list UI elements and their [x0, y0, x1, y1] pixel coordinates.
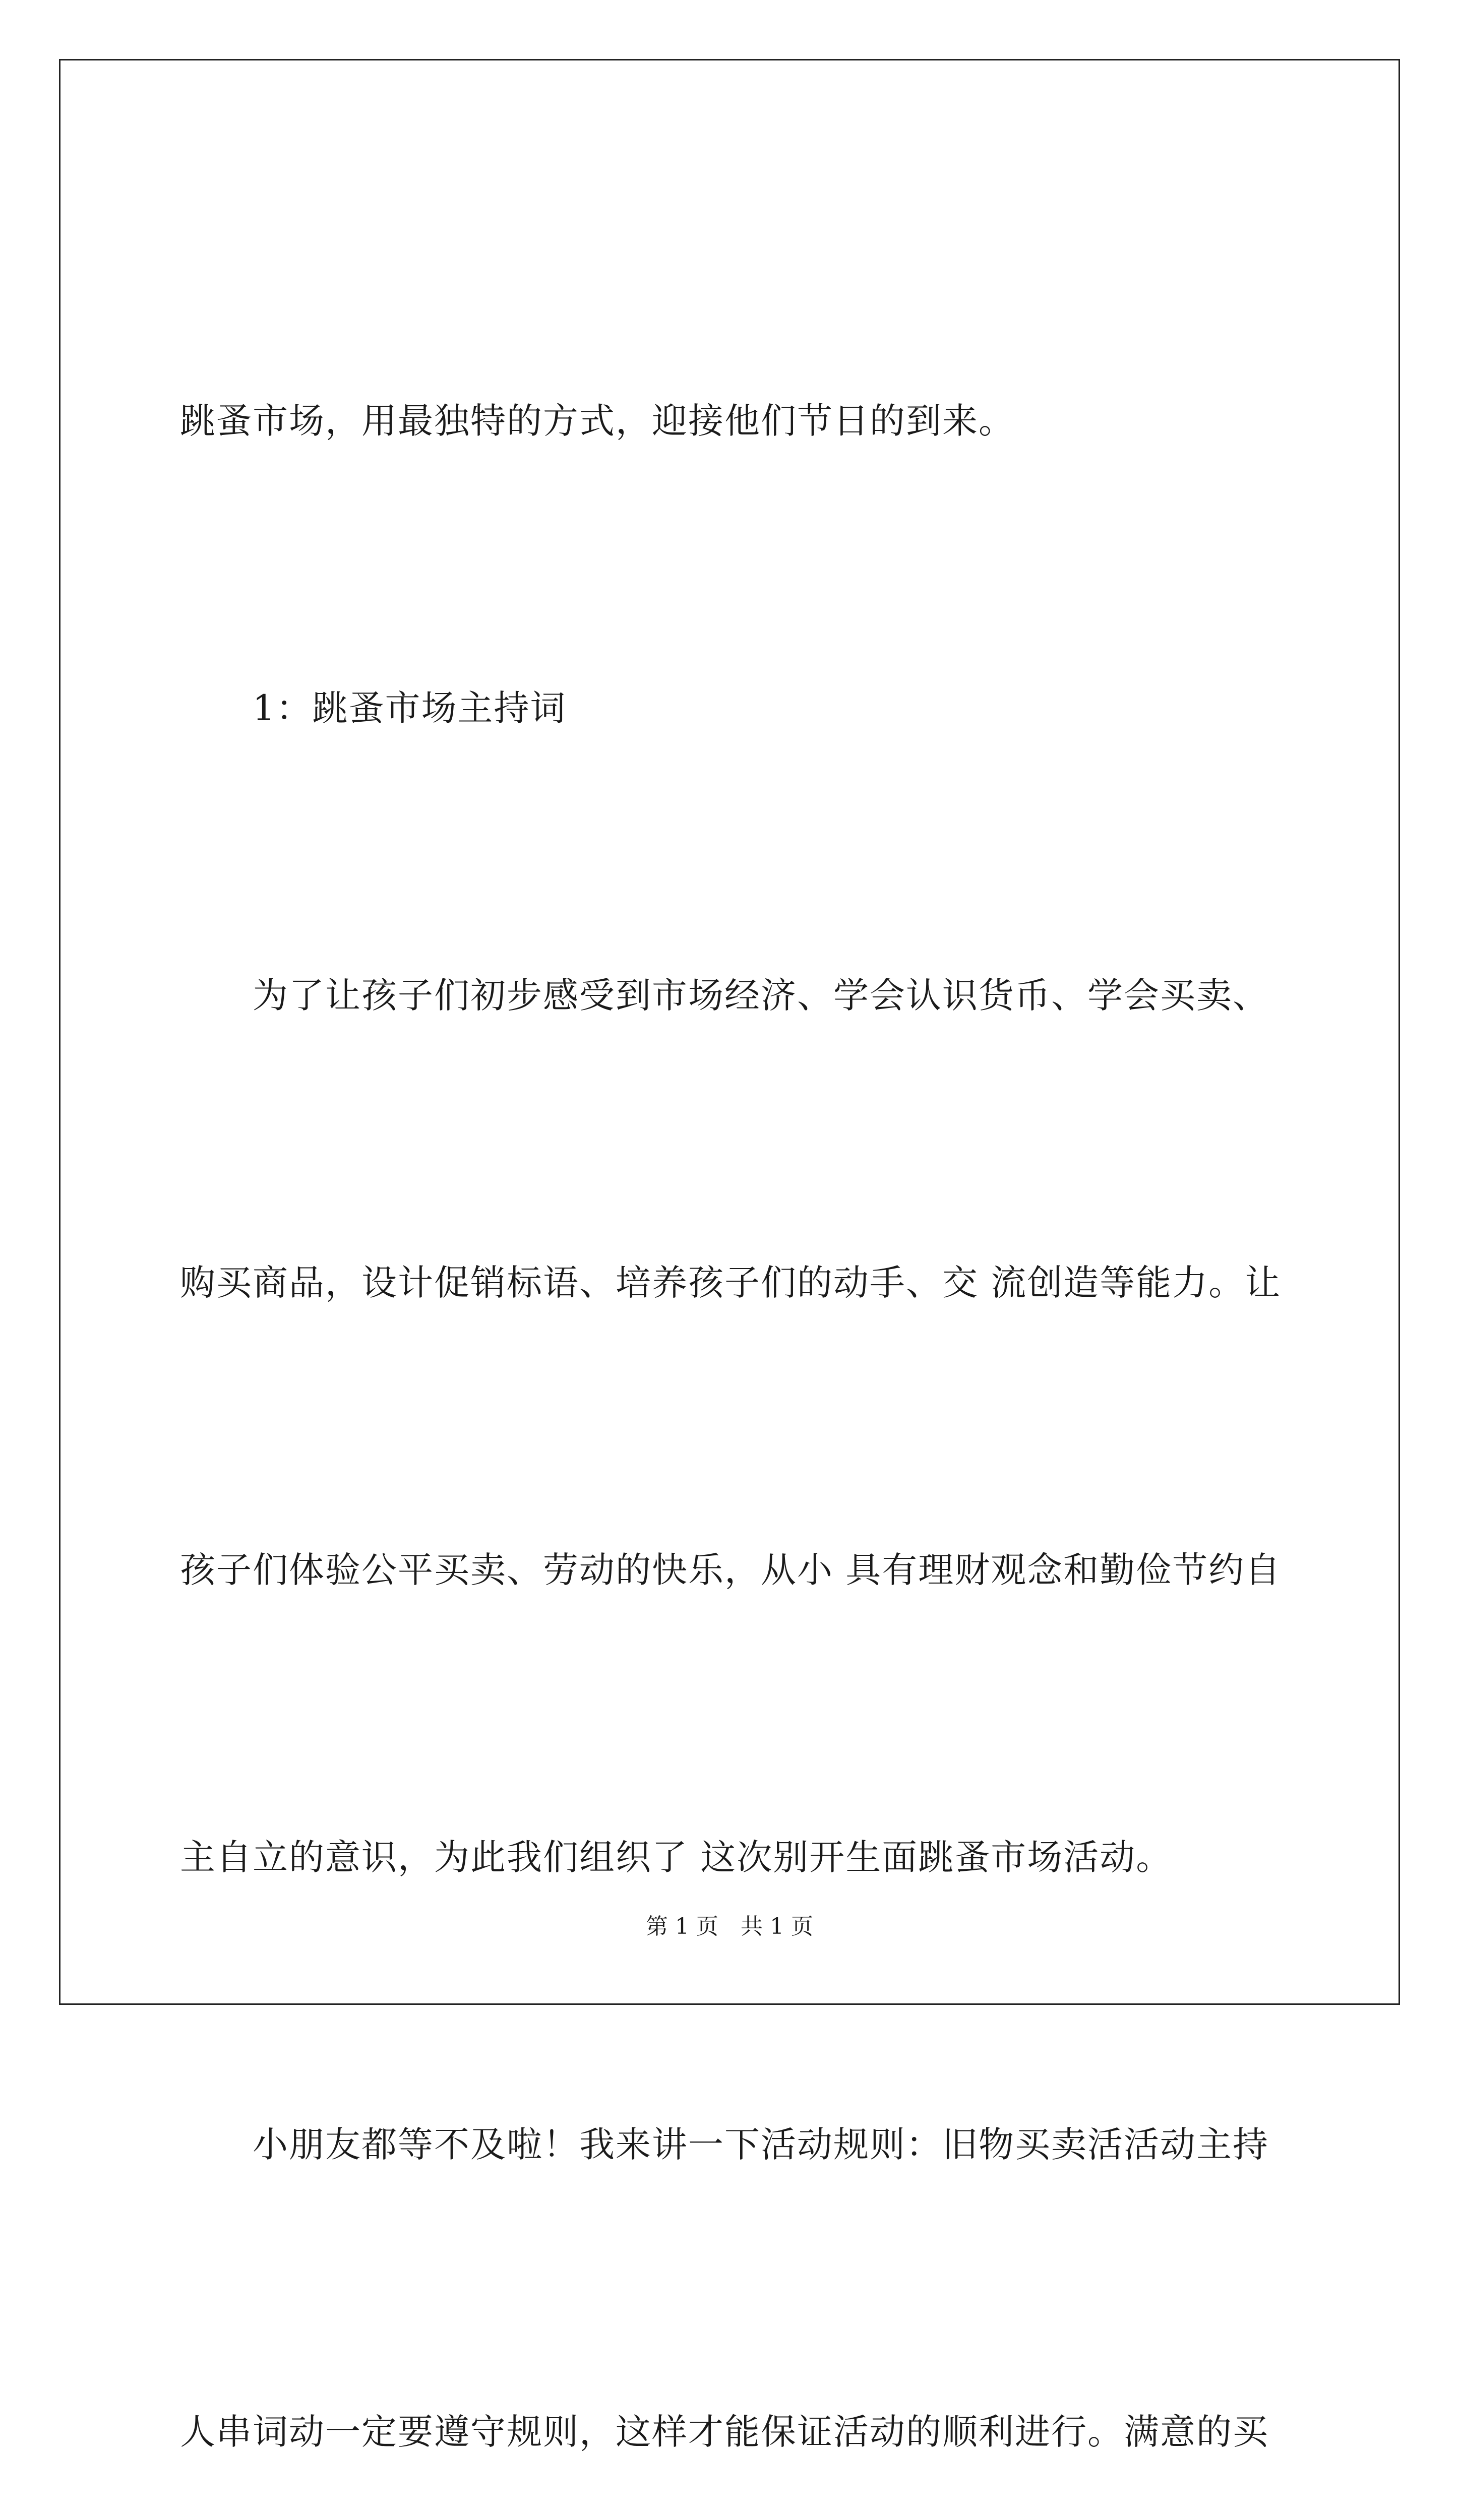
text-line: 为了让孩子们初步感受到市场经济、学会认识货币、学会买卖、 — [180, 975, 1269, 1016]
text-line: 孩子们体验公平买卖、劳动的快乐，从小 具有理财观念和勤俭节约自 — [180, 1549, 1282, 1591]
text-line: 购买商品，设计促销标语、培养孩子们的动手、交 流创造等能力。让 — [180, 1262, 1282, 1303]
text-line: 小朋友都等不及啦！我来讲一下活动规则：旧物买卖活活动主持 — [180, 2124, 1269, 2165]
text-line: 跳蚤市场，用最独特的方式，迎接他们节日的到来。 — [180, 400, 1015, 442]
text-line: 人串词动一定要遵守规则，这样才能保证活动的顺利进行。满意的买 — [180, 2411, 1269, 2452]
section-heading: 1：跳蚤市场主持词 — [180, 687, 567, 729]
document-body — [180, 181, 1294, 2520]
text-line: 主自立的意识，为此我们组织了 这次别开生面跳蚤市场活动。 — [180, 1837, 1173, 1878]
page-number: 第 1 页 共 1 页 — [646, 1914, 813, 1939]
